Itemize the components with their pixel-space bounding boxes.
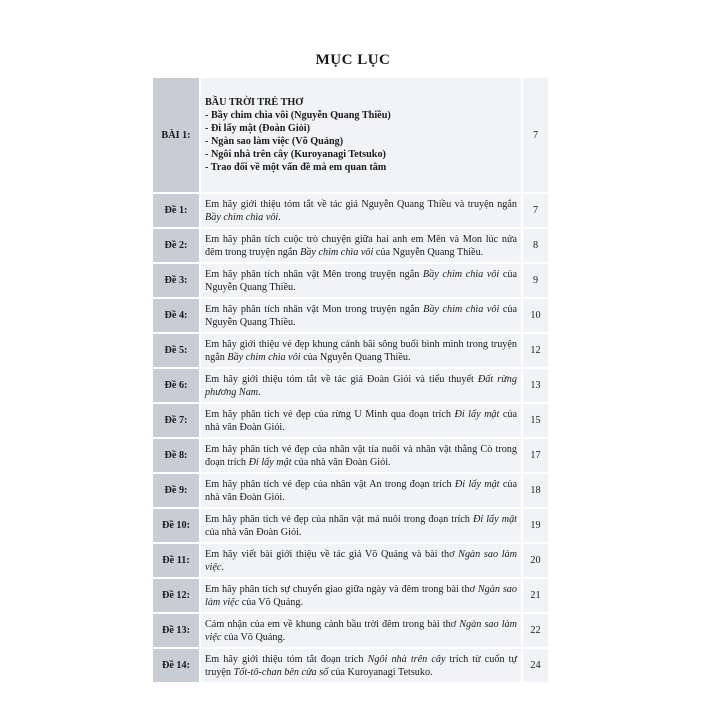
description-text: của Võ Quảng. [239, 596, 303, 608]
toc-label: Đề 13: [152, 613, 200, 648]
description-text: Em hãy phân tích nhân vật Mon trong truyện ngắn [205, 303, 424, 315]
toc-label: Đề 6: [152, 368, 200, 403]
lesson-row[interactable] [152, 77, 549, 193]
toc-page-number: 12 [522, 333, 549, 368]
work-title: Đất rừng phương Nam [205, 373, 517, 398]
toc-label: Đề 9: [152, 473, 200, 508]
toc-row[interactable] [152, 578, 549, 613]
toc-page-number: 19 [522, 508, 549, 543]
lesson-item: - Đi lấy mật (Đoàn Giỏi) [205, 123, 310, 134]
toc-description [200, 193, 522, 228]
toc-description [200, 613, 522, 648]
toc-row[interactable] [152, 193, 549, 228]
work-title: Tốt-tô-chan bên cửa sổ [233, 666, 329, 678]
description-text: Em hãy giới thiệu vẻ đẹp khung cảnh bãi sông buổi bình minh trong truyện ngắn [205, 338, 517, 363]
toc-page-number: 20 [522, 543, 549, 578]
toc-label: Đề 3: [152, 263, 200, 298]
description-text: Em hãy giới thiệu tóm tắt về tác giả Nguyễn Quang Thiều và truyện ngắn [205, 198, 517, 210]
toc-label: Đề 5: [152, 333, 200, 368]
toc-label: Đề 14: [152, 648, 200, 683]
toc-page-number: 15 [522, 403, 549, 438]
lesson-item: - Ngôi nhà trên cây (Kuroyanagi Tetsuko) [205, 149, 386, 160]
toc-label: Đề 2: [152, 228, 200, 263]
toc-row[interactable] [152, 473, 549, 508]
toc-label: Đề 7: [152, 403, 200, 438]
description-text: . [278, 211, 281, 223]
work-title: Đi lấy mật [248, 456, 292, 468]
lesson-heading: BẦU TRỜI TRẺ THƠ [205, 97, 304, 108]
work-title: Đi lấy mật [454, 478, 500, 490]
toc-description [200, 333, 522, 368]
toc-description [200, 473, 522, 508]
toc-description [200, 648, 522, 683]
description-text: của Kuroyanagi Tetsuko. [328, 666, 433, 678]
description-text: Em hãy phân tích sự chuyển giao giữa ngày và đêm trong bài thơ [205, 583, 478, 595]
toc-description [200, 298, 522, 333]
toc-row[interactable] [152, 543, 549, 578]
work-title: Ngàn sao làm việc [205, 583, 517, 608]
description-text: Em hãy viết bài giới thiệu về tác giả Võ Quảng và bài thơ [205, 548, 459, 560]
toc-row[interactable] [152, 263, 549, 298]
toc-row[interactable] [152, 333, 549, 368]
description-text: của nhà văn Đoàn Giỏi. [205, 526, 302, 538]
toc-description [200, 263, 522, 298]
lesson-item: - Trao đổi về một vấn đề mà em quan tâm [205, 162, 387, 173]
toc-row[interactable] [152, 298, 549, 333]
toc-page-number: 13 [522, 368, 549, 403]
work-title: Ngàn sao làm việc [205, 548, 517, 573]
toc-description [200, 368, 522, 403]
description-text: Em hãy phân tích vẻ đẹp của nhân vật tía nuôi và nhân vật thằng Cò trong đoạn trích [205, 443, 517, 468]
description-text: của nhà văn Đoàn Giỏi. [205, 408, 518, 433]
description-text: của Nguyễn Quang Thiều. [205, 268, 517, 293]
toc-label: Đề 11: [152, 543, 200, 578]
toc-page-number: 10 [522, 298, 549, 333]
toc-body [152, 77, 549, 683]
toc-description [200, 403, 522, 438]
toc-description [200, 508, 522, 543]
work-title: Đi lấy mật [472, 513, 517, 525]
work-title: Bầy chim chìa vôi [422, 268, 500, 280]
description-text: Em hãy phân tích vẻ đẹp của nhân vật An trong đoạn trích [205, 478, 455, 490]
description-text: Em hãy giới thiệu tóm tắt đoạn trích [205, 653, 368, 665]
description-text: . [258, 386, 261, 398]
work-title: Bầy chim chìa vôi [205, 211, 279, 223]
description-text: của Nguyễn Quang Thiều. [300, 351, 411, 363]
description-text: trích từ cuốn tự truyện [205, 653, 517, 678]
toc-page-number: 8 [522, 228, 549, 263]
toc-description [200, 228, 522, 263]
work-title: Ngàn sao làm việc [205, 618, 517, 643]
work-title: Bầy chim chìa vôi [300, 246, 374, 258]
work-title: Bầy chim chìa vôi [423, 303, 500, 315]
description-text: của nhà văn Đoàn Giỏi. [291, 456, 391, 468]
toc-label: Đề 1: [152, 193, 200, 228]
description-text: . [221, 561, 224, 573]
toc-page-number: 9 [522, 263, 549, 298]
lesson-item: - Ngàn sao làm việc (Võ Quảng) [205, 136, 344, 147]
toc-row[interactable] [152, 508, 549, 543]
toc-description [200, 543, 522, 578]
work-title: Đi lấy mật [454, 408, 500, 420]
description-text: Em hãy phân tích cuộc trò chuyện giữa hai anh em Mên và Mon lúc nửa đêm trong truyện ngắn [205, 233, 517, 258]
description-text: Em hãy giới thiệu tóm tắt về tác giả Đoàn Giỏi và tiểu thuyết [205, 373, 478, 385]
toc-label: Đề 4: [152, 298, 200, 333]
description-text: Em hãy phân tích vẻ đẹp của rừng U Minh qua đoạn trích [205, 408, 455, 420]
toc-row[interactable] [152, 648, 549, 683]
toc-label: Đề 10: [152, 508, 200, 543]
toc-label: Đề 12: [152, 578, 200, 613]
description-text: Em hãy phân tích nhân vật Mên trong truyện ngắn [205, 268, 423, 280]
lesson-item: - Bầy chim chìa vôi (Nguyễn Quang Thiều) [205, 110, 391, 121]
toc-page-number: 17 [522, 438, 549, 473]
description-text: của Nguyễn Quang Thiều. [205, 303, 517, 328]
lesson-page-number: 7 [522, 77, 549, 193]
toc-label: Đề 8: [152, 438, 200, 473]
table-of-contents [151, 76, 550, 684]
toc-row[interactable] [152, 368, 549, 403]
toc-row[interactable] [152, 403, 549, 438]
description-text: của nhà văn Đoàn Giỏi. [205, 478, 517, 503]
toc-page-number: 24 [522, 648, 549, 683]
toc-page-number: 7 [522, 193, 549, 228]
description-text: của Võ Quảng. [221, 631, 286, 643]
work-title: Ngôi nhà trên cây [367, 653, 446, 665]
toc-row[interactable] [152, 613, 549, 648]
toc-row[interactable] [152, 438, 549, 473]
page-title: MỤC LỤC [315, 52, 391, 68]
toc-description [200, 578, 522, 613]
work-title: Bầy chim chìa vôi [227, 351, 301, 363]
toc-row[interactable] [152, 228, 549, 263]
lesson-contents [200, 77, 522, 193]
toc-page-number: 22 [522, 613, 549, 648]
toc-page-number: 18 [522, 473, 549, 508]
toc-description [200, 438, 522, 473]
description-text: của Nguyễn Quang Thiều. [373, 246, 484, 258]
lesson-label: BÀI 1: [152, 77, 200, 193]
toc-page-number: 21 [522, 578, 549, 613]
description-text: Em hãy phân tích vẻ đẹp của nhân vật má nuôi trong đoạn trích [205, 513, 473, 525]
description-text: Cảm nhận của em về khung cảnh bầu trời đêm trong bài thơ [205, 618, 460, 630]
